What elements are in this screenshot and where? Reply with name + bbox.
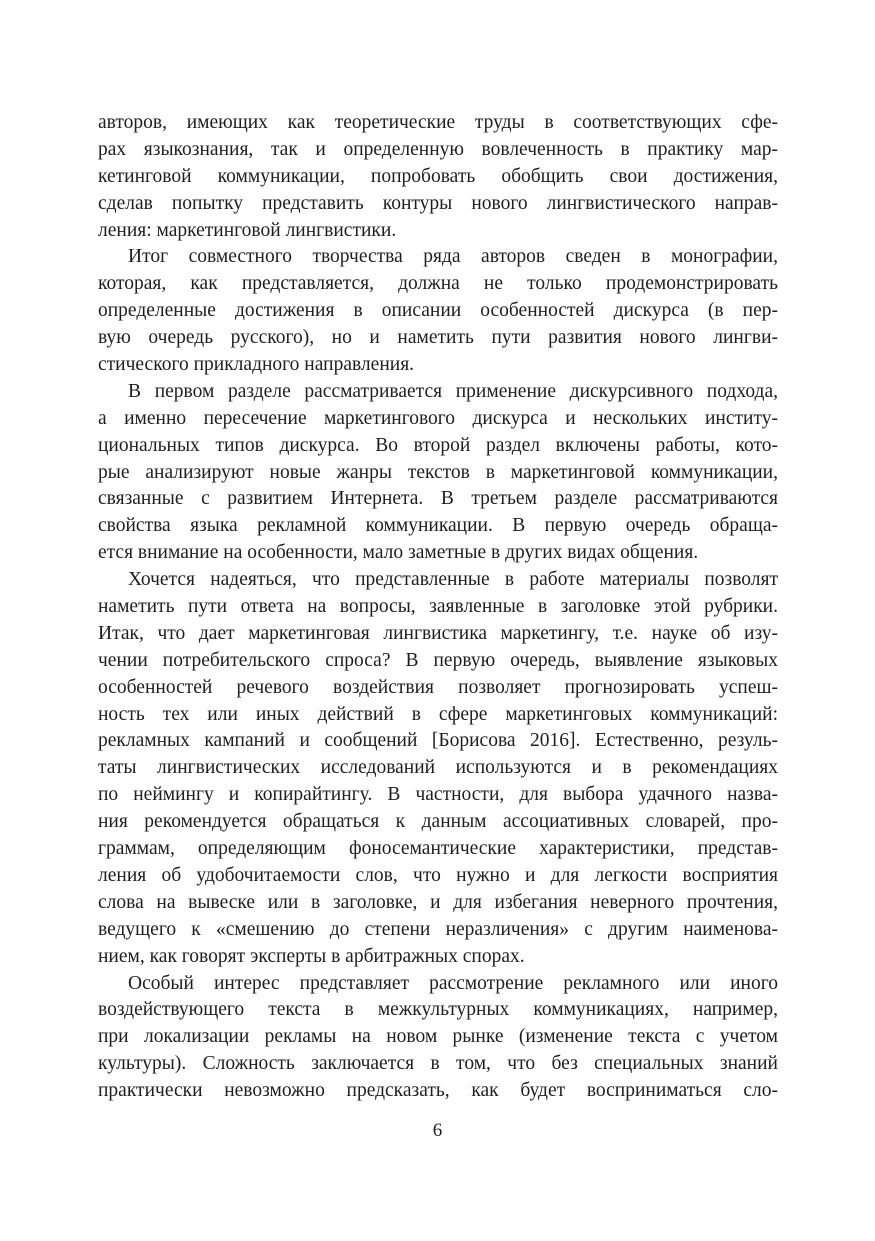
text-line: В первом разделе рассматривается применение дискурсивного подхода, (128, 380, 778, 402)
text-line: кетинговой коммуникации, попробовать обобщить свои достижения, (98, 165, 778, 187)
text-line: связанные с развитием Интернета. В третьем разделе рассматриваются (98, 488, 778, 510)
text-line: циональных типов дискурса. Во второй раздел включены работы, кото- (98, 434, 778, 456)
text-line: таты лингвистических исследований используются и в рекомендациях (98, 757, 778, 779)
text-line: граммам, определяющим фоносемантические характеристики, представ- (98, 838, 778, 860)
paragraph-3 (98, 379, 778, 567)
body-text (98, 110, 778, 1105)
text-line: сделав попытку представить контуры нового лингвистического направ- (98, 192, 778, 214)
text-line: воздействующего текста в межкультурных коммуникациях, например, (98, 999, 778, 1021)
text-line: авторов, имеющих как теоретические труды в соответствующих сфе- (98, 112, 778, 133)
text-line: ния рекомендуется обращаться к данным ассоциативных словарей, про- (98, 811, 778, 833)
paragraph-5 (98, 971, 778, 1105)
text-line: культуры). Сложность заключается в том, что без специальных знаний (98, 1053, 778, 1075)
text-line: ления: маркетинговой лингвистики. (98, 219, 397, 241)
text-line: ность тех или иных действий в сфере маркетинговых коммуникаций: (98, 703, 778, 725)
text-line: по неймингу и копирайтингу. В частности, для выбора удачного назва- (98, 784, 778, 806)
paragraph-4 (98, 567, 778, 970)
text-line: наметить пути ответа на вопросы, заявленные в заголовке этой рубрики. (98, 596, 778, 618)
text-line: вую очередь русского), но и наметить пути развития нового лингви- (98, 327, 778, 349)
text-line: чении потребительского спроса? В первую очередь, выявление языковых (98, 649, 778, 671)
text-line: слова на вывеске или в заголовке, и для избегания неверного прочтения, (98, 891, 778, 913)
text-line: Особый интерес представляет рассмотрение рекламного или иного (128, 972, 778, 994)
paragraph-2 (98, 244, 778, 378)
text-line: определенные достижения в описании особенностей дискурса (в пер- (98, 300, 778, 322)
text-line: ется внимание на особенности, мало заметные в других видах общения. (98, 542, 699, 564)
text-line: ления об удобочитаемости слов, что нужно и для легкости восприятия (98, 864, 778, 886)
paragraph-1 (98, 110, 778, 244)
text-line: которая, как представляется, должна не только продемонстрировать (98, 273, 778, 295)
text-line: Хочется надеяться, что представленные в работе материалы позволят (128, 569, 778, 591)
text-line: при локализации рекламы на новом рынке (изменение текста с учетом (98, 1026, 778, 1048)
page-number: 6 (432, 1120, 443, 1141)
text-line: практически невозможно предсказать, как будет восприниматься сло- (98, 1080, 778, 1102)
text-line: свойства языка рекламной коммуникации. В первую очередь обраща- (98, 515, 778, 537)
text-line: рах языкознания, так и определенную вовлеченность в практику мар- (98, 138, 778, 160)
text-line: Итог совместного творчества ряда авторов сведен в монографии, (128, 246, 778, 268)
text-line: Итак, что дает маркетинговая лингвистика маркетингу, т.е. науке об изу- (98, 622, 778, 644)
text-line: а именно пересечение маркетингового дискурса и нескольких институ- (98, 407, 778, 429)
text-line: стического прикладного направления. (98, 354, 415, 376)
text-line: ведущего к «смешению до степени неразличения» с другим наименова- (98, 918, 778, 940)
text-line: особенностей речевого воздействия позволяет прогнозировать успеш- (98, 676, 778, 698)
text-line: нием, как говорят эксперты в арбитражных спорах. (98, 945, 525, 967)
text-line: рекламных кампаний и сообщений [Борисова 2016]. Естественно, резуль- (98, 730, 778, 752)
text-line: рые анализируют новые жанры текстов в маркетинговой коммуникации, (98, 461, 778, 483)
